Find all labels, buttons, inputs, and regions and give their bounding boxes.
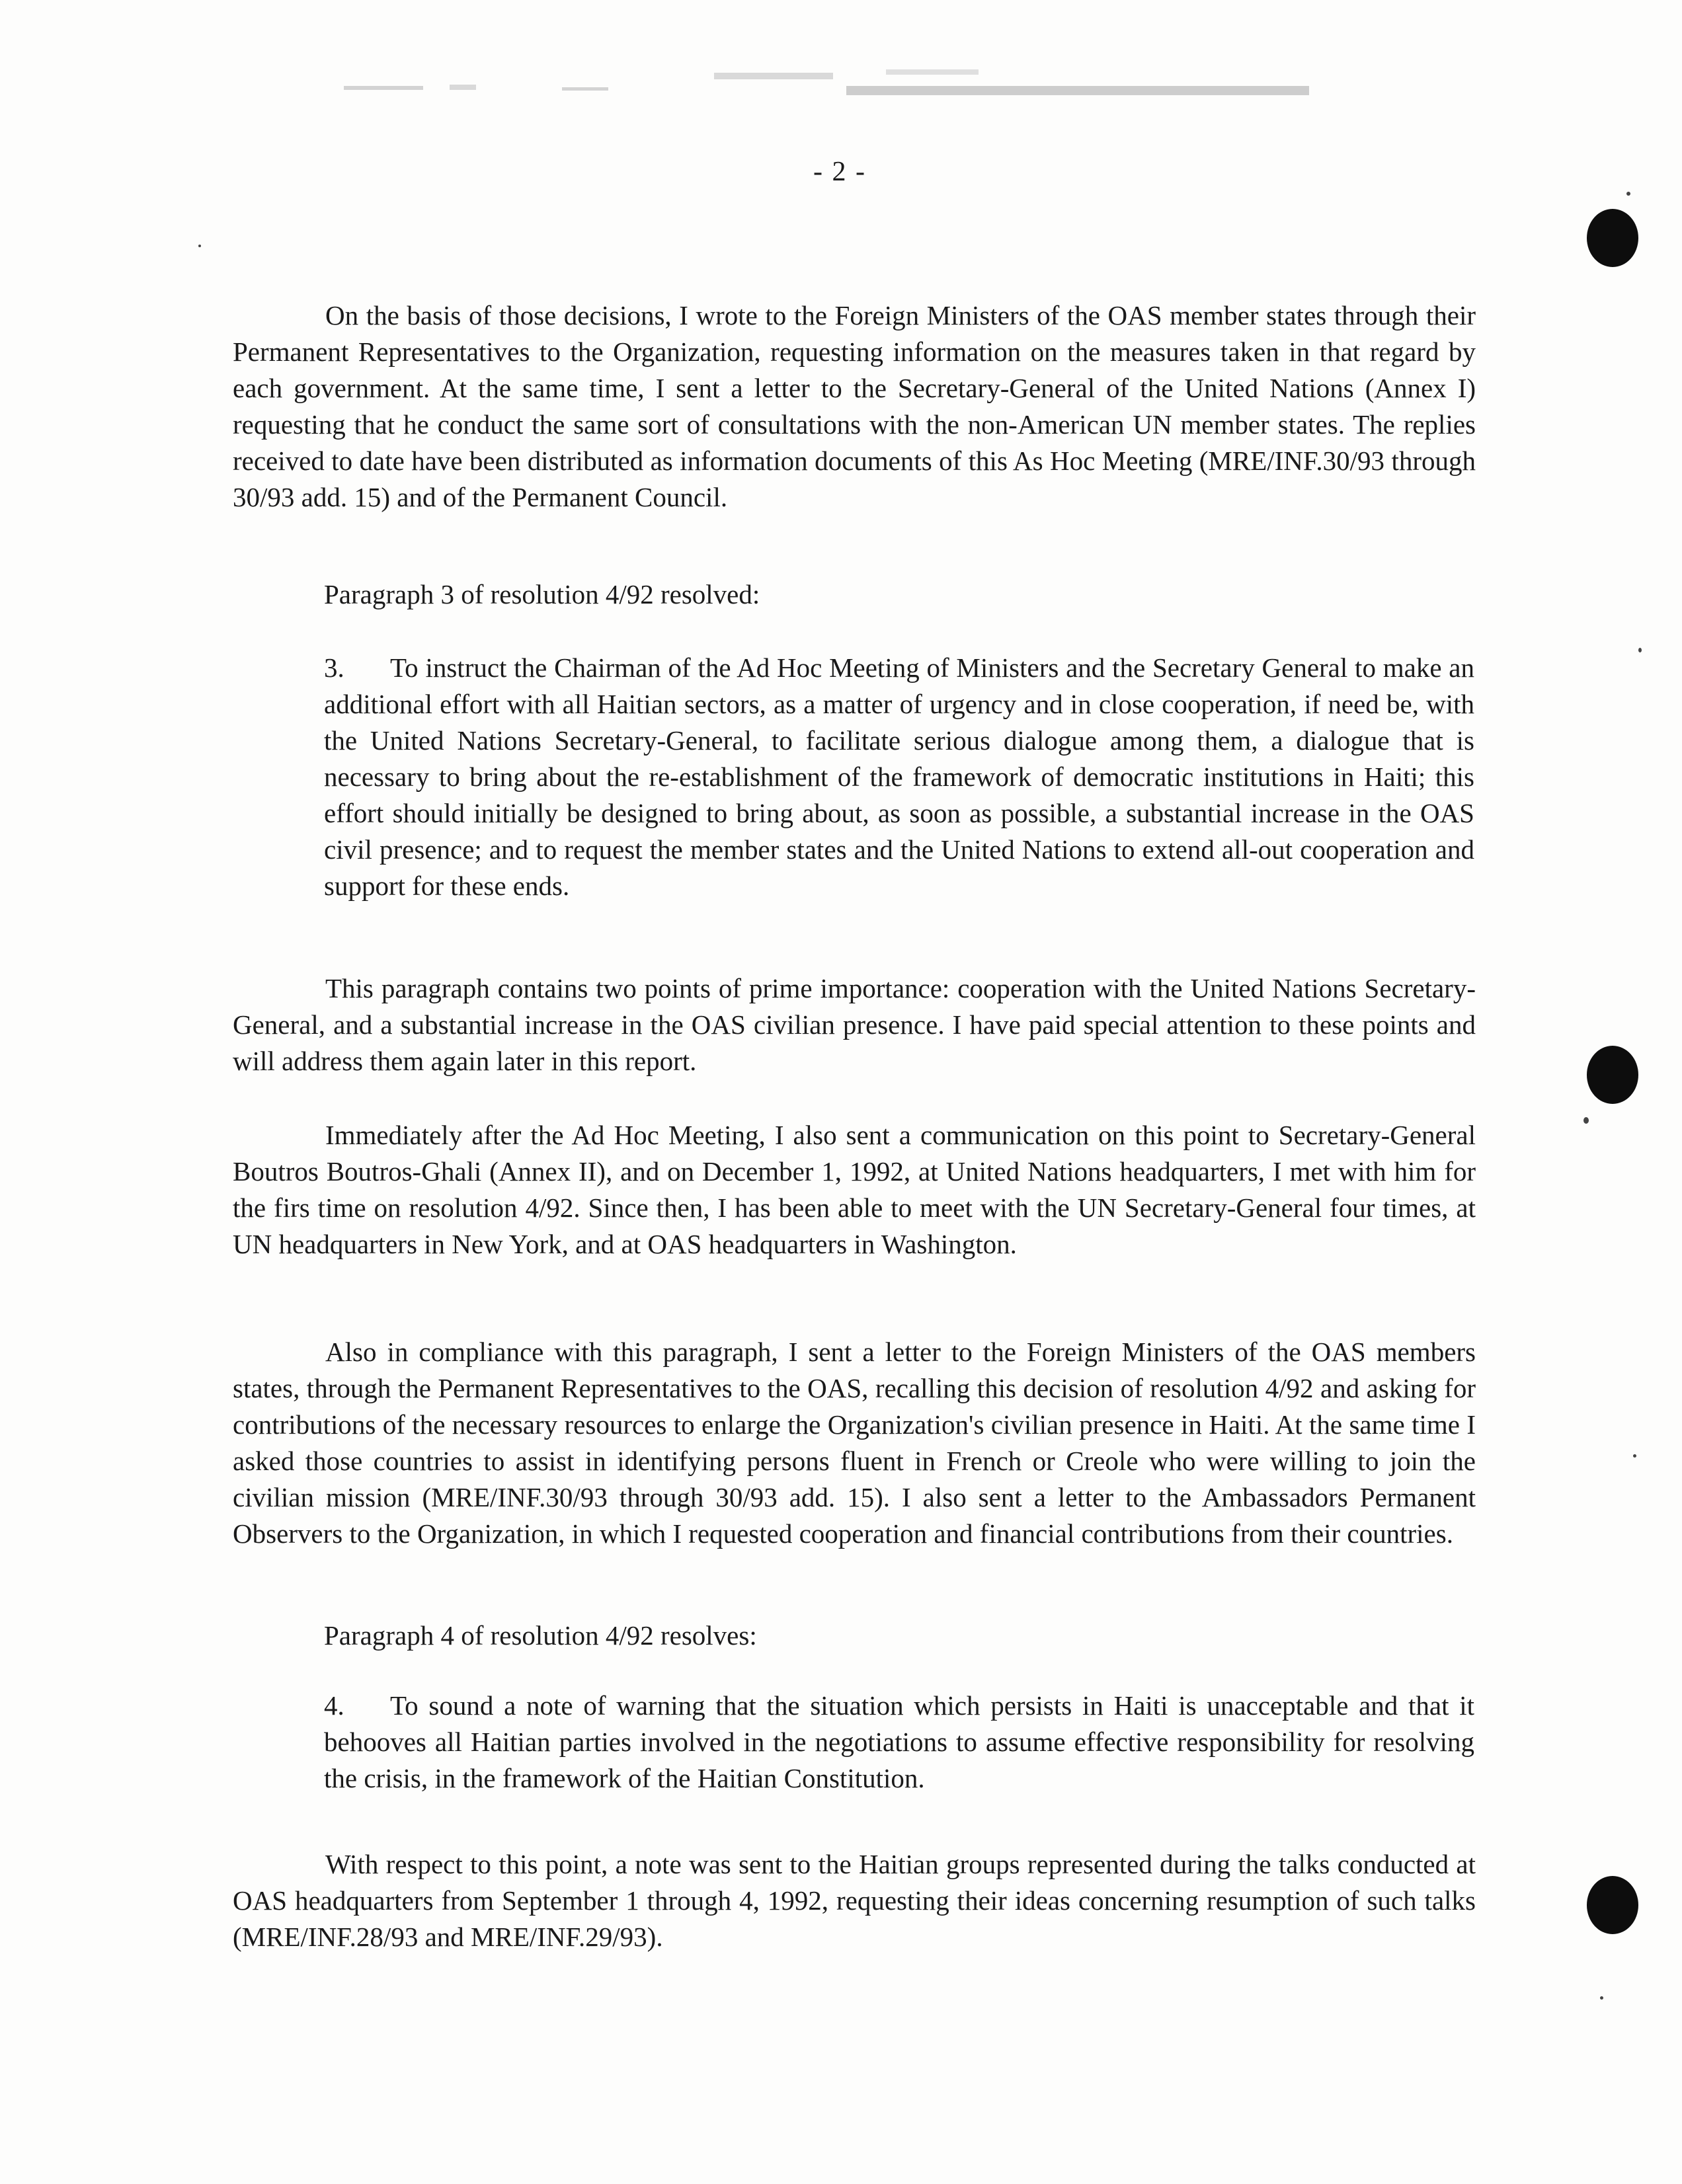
quote-text: To instruct the Chairman of the Ad Hoc Meeting of Ministers and the Secretary General to make an additional effort with all Haitian sectors, as a matter of urgency and in close cooperation, if need be, with the United Nations Secretary-General, to facilitate serious dialogue among them, a dialogue that is necessary to bring about the re-establishment of the framework of democratic institutions in Haiti; this effort should initially be designed to bring about, as soon as possible, a substantial increase in the OAS civil presence; and to request the member states and the United Nations to extend all-out cooperation and support for these ends.	[324, 652, 1474, 901]
label-text: Paragraph 4 of resolution 4/92 resolves:	[324, 1620, 757, 1651]
paragraph-text: Immediately after the Ad Hoc Meeting, I also sent a communication on this point to Secretary-General Boutros Boutros-Ghali (Annex II), and on December 1, 1992, at United Nations headquarters, I met with him for the firs time on resolution 4/92. Since then, I has been able to meet with the UN Secretary-General four times, at UN headquarters in New York, and at OAS headquarters in Washington.	[233, 1120, 1476, 1259]
resolution-quote	[324, 1688, 1474, 1797]
body-paragraph	[233, 297, 1476, 516]
paragraph-text: This paragraph contains two points of prime importance: cooperation with the United Nations Secretary-General, and a substantial increase in the OAS civilian presence. I have paid special attention to these points and will address them again later in this report.	[233, 973, 1476, 1076]
resolution-quote	[324, 650, 1474, 904]
quote-number: 4.	[324, 1690, 344, 1721]
page-number: - 2 -	[813, 157, 866, 187]
quote-number: 3.	[324, 652, 344, 683]
scan-speck	[1633, 1454, 1636, 1458]
label-text: Paragraph 3 of resolution 4/92 resolved:	[324, 579, 760, 609]
body-paragraph	[233, 1334, 1476, 1552]
scan-speck	[1638, 648, 1642, 652]
header-bleed-through	[344, 66, 1349, 112]
scan-speck	[1626, 192, 1630, 196]
scan-speck	[1600, 1996, 1603, 2000]
resolution-paragraph-label	[324, 1618, 1250, 1654]
paragraph-text: On the basis of those decisions, I wrote to the Foreign Ministers of the OAS member states through their Permanent Representatives to the Organization, requesting information on the measures taken in that regard by each government. At the same time, I sent a letter to the Secretary-General of the United Nations (Annex I) requesting that he conduct the same sort of consultations with the non-American UN member states. The replies received to date have been distributed as information documents of this As Hoc Meeting (MRE/INF.30/93 through 30/93 add. 15) and of the Permanent Council.	[233, 300, 1476, 512]
scan-speck	[198, 245, 201, 247]
body-paragraph	[233, 970, 1476, 1079]
quote-text: To sound a note of warning that the situation which persists in Haiti is unacceptable and that it behooves all Haitian parties involved in the negotiations to assume effective responsibility for resolving the crisis, in the framework of the Haitian Constitution.	[324, 1690, 1474, 1793]
scan-speck	[1583, 1117, 1589, 1124]
body-paragraph	[233, 1846, 1476, 1955]
paragraph-text: With respect to this point, a note was sent to the Haitian groups represented during the talks conducted at OAS headquarters from September 1 through 4, 1992, requesting their ideas concerning resumption of such talks (MRE/INF.28/93 and MRE/INF.29/93).	[233, 1849, 1476, 1952]
resolution-paragraph-label	[324, 576, 1250, 613]
body-paragraph	[233, 1117, 1476, 1263]
punch-hole	[1587, 209, 1638, 267]
punch-hole	[1587, 1046, 1638, 1104]
paragraph-text: Also in compliance with this paragraph, I sent a letter to the Foreign Ministers of the OAS members states, through the Permanent Representatives to the OAS, recalling this decision of resolution 4/92 and asking for contributions of the necessary resources to enlarge the Organization's civilian presence in Haiti. At the same time I asked those countries to assist in identifying persons fluent in French or Creole who were willing to join the civilian mission (MRE/INF.30/93 through 30/93 add. 15). I also sent a letter to the Ambassadors Permanent Observers to the Organization, in which I requested cooperation and financial contributions from their countries.	[233, 1337, 1476, 1549]
punch-hole	[1587, 1876, 1638, 1934]
